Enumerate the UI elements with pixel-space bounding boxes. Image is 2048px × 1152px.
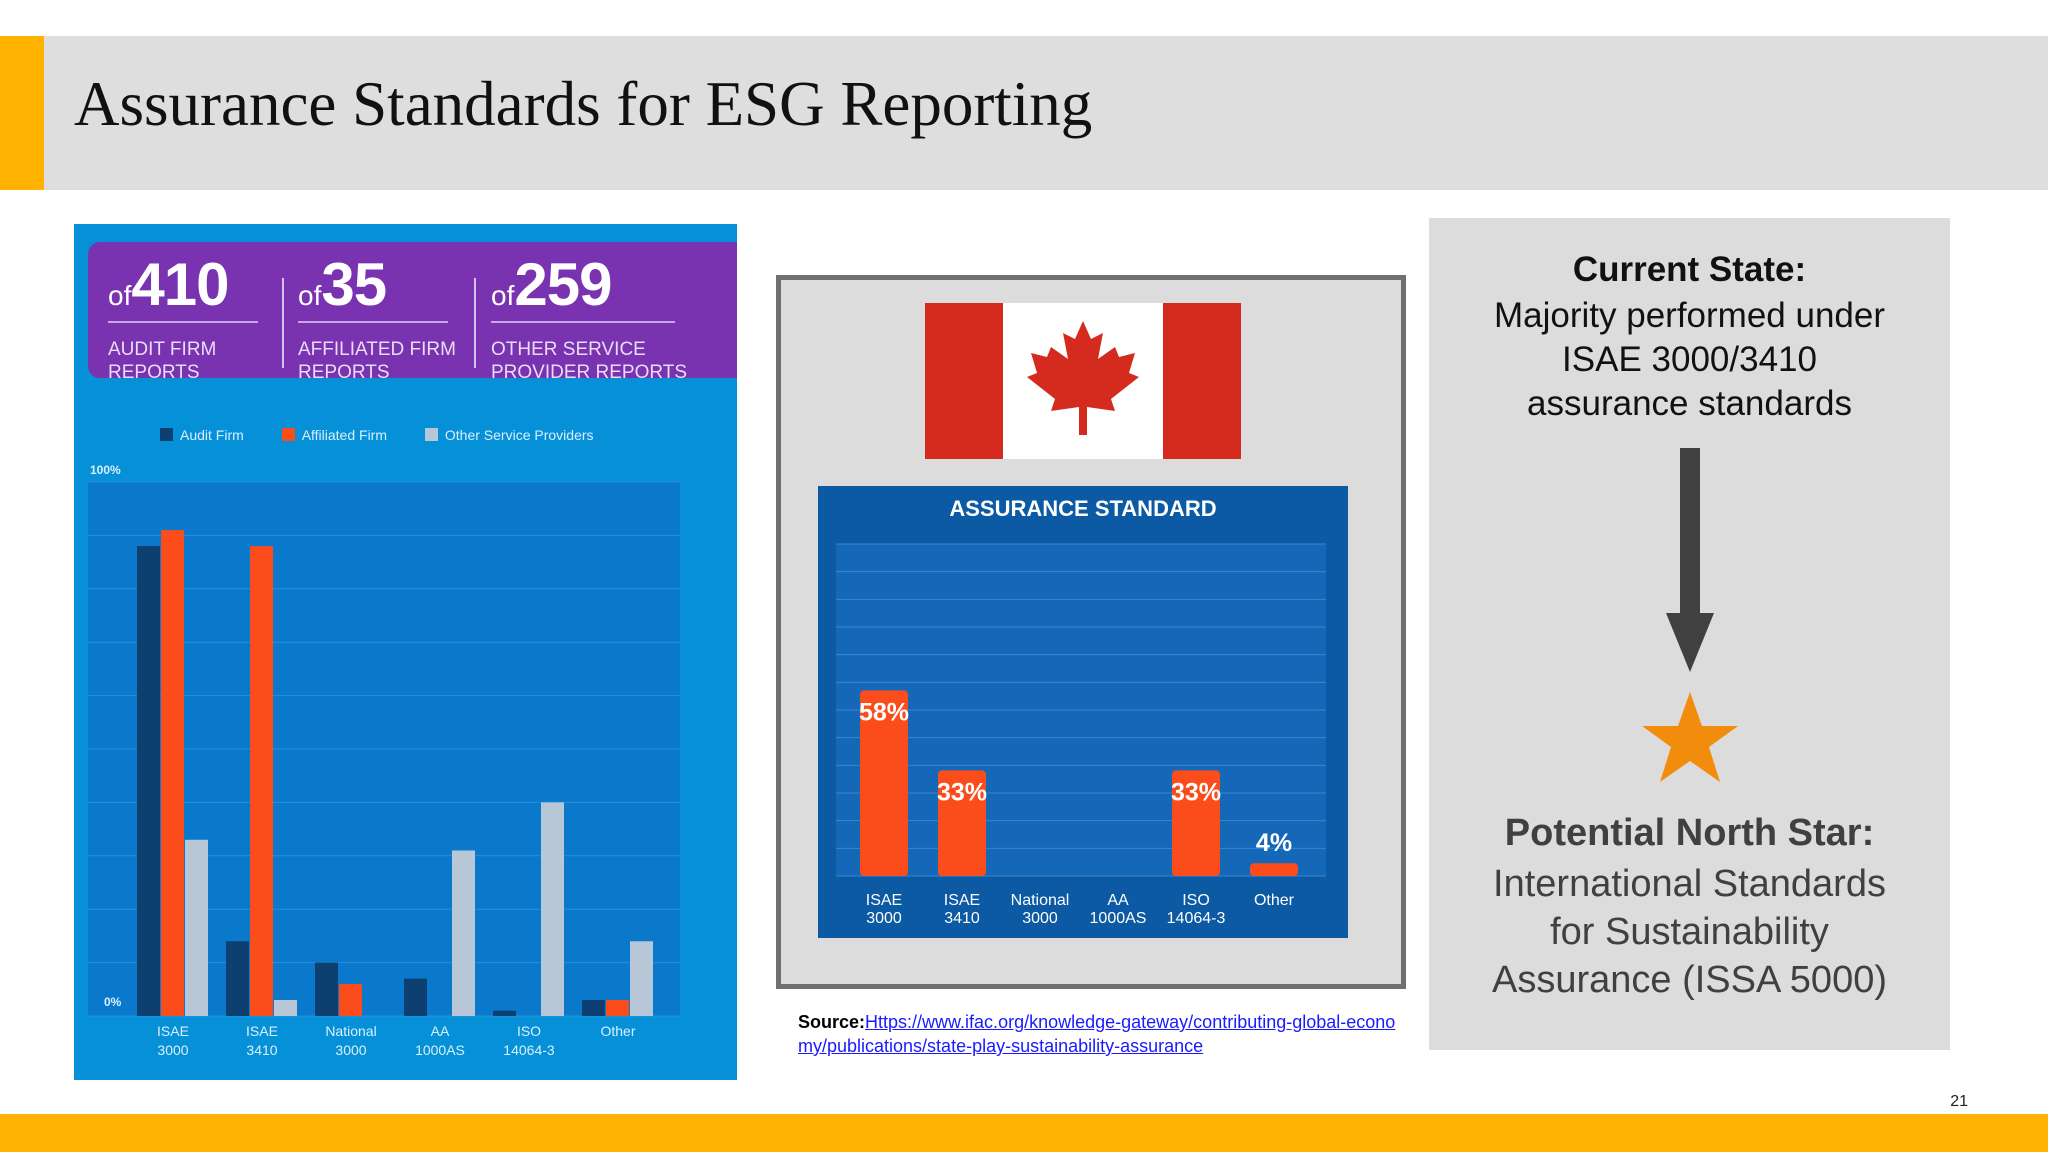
current-state-heading: Current State: bbox=[1572, 250, 1807, 289]
y-tick-label: 0% bbox=[104, 995, 122, 1009]
stat-divider bbox=[282, 278, 284, 368]
stat-divider bbox=[474, 278, 476, 368]
bar bbox=[1250, 863, 1298, 876]
grouped-bar-chart bbox=[74, 444, 737, 1080]
legend-swatch bbox=[160, 428, 173, 441]
data-label: 4% bbox=[1255, 829, 1293, 858]
x-tick-label: National 3000 bbox=[1010, 892, 1070, 927]
x-tick-label: ISO 14064-3 bbox=[1166, 892, 1226, 927]
legend-swatch bbox=[282, 428, 295, 441]
down-arrow-icon bbox=[1664, 448, 1716, 673]
x-tick-label: AA 1000AS bbox=[1089, 892, 1147, 927]
stat-value: 35 bbox=[321, 251, 387, 318]
x-tick-label: ISO 14064-3 bbox=[503, 1023, 555, 1058]
legend-item bbox=[160, 427, 244, 443]
stat-caption: AUDIT FIRM REPORTS bbox=[108, 339, 217, 383]
stats-banner bbox=[88, 242, 737, 383]
bar-affiliated-firm bbox=[161, 530, 184, 1016]
stat-prefix: of bbox=[491, 280, 515, 311]
page-number: 21 bbox=[1950, 1093, 1968, 1110]
x-tick-label: ISAE 3000 bbox=[865, 892, 903, 927]
bottom-accent-bar bbox=[0, 1114, 2048, 1152]
x-tick-label: ISAE 3410 bbox=[943, 892, 981, 927]
x-tick-label: ISAE 3000 bbox=[157, 1023, 189, 1058]
source-citation bbox=[798, 1010, 1398, 1058]
slide-title: Assurance Standards for ESG Reporting bbox=[74, 69, 1093, 139]
stat-value: 259 bbox=[514, 251, 612, 318]
canada-flag-icon bbox=[925, 303, 1241, 459]
data-label: 33% bbox=[936, 778, 988, 807]
stat-caption: AFFILIATED FIRM REPORTS bbox=[298, 339, 456, 383]
source-link[interactable]: Https://www.ifac.org/knowledge-gateway/contributing-global-economy/publications/state-play-sustainability-assurance bbox=[798, 1012, 1396, 1056]
bar-affiliated-firm bbox=[339, 984, 362, 1016]
title-accent-bar bbox=[0, 36, 44, 190]
x-tick-label: Other bbox=[1253, 892, 1295, 909]
data-label: 58% bbox=[858, 698, 910, 727]
bar-audit-firm bbox=[493, 1011, 516, 1016]
assurance-bar-chart bbox=[818, 486, 1348, 938]
bar-other-service-providers bbox=[185, 840, 208, 1016]
stat-value: 410 bbox=[131, 251, 229, 318]
bar-audit-firm bbox=[404, 979, 427, 1016]
stat-caption: OTHER SERVICE PROVIDER REPORTS bbox=[491, 339, 688, 383]
legend-label: Other Service Providers bbox=[444, 427, 594, 443]
bar-affiliated-firm bbox=[606, 1000, 629, 1016]
bar-affiliated-firm bbox=[250, 546, 273, 1016]
current-state-text: Majority performed under ISAE 3000/3410 assurance standards bbox=[1494, 296, 1885, 423]
data-label: 33% bbox=[1170, 778, 1222, 807]
bar-audit-firm bbox=[315, 963, 338, 1016]
stat-rule bbox=[108, 321, 258, 323]
legend-item bbox=[282, 427, 387, 443]
bar-audit-firm bbox=[582, 1000, 605, 1016]
stat-prefix: of bbox=[108, 280, 132, 311]
bar-other-service-providers bbox=[541, 802, 564, 1016]
bar-other-service-providers bbox=[452, 850, 475, 1016]
x-tick-label: ISAE 3410 bbox=[246, 1023, 278, 1058]
stat-rule bbox=[298, 321, 448, 323]
left-infographic bbox=[74, 224, 737, 1080]
stat-prefix: of bbox=[298, 280, 322, 311]
x-tick-label: National 3000 bbox=[325, 1023, 377, 1058]
legend-item bbox=[425, 427, 594, 443]
legend-label: Affiliated Firm bbox=[301, 427, 388, 443]
legend-swatch bbox=[425, 428, 438, 441]
star-icon bbox=[1640, 690, 1740, 784]
x-tick-label: Other bbox=[600, 1023, 636, 1039]
source-label: Source: bbox=[798, 1012, 866, 1032]
legend-label: Audit Firm bbox=[180, 427, 244, 443]
x-tick-label: AA 1000AS bbox=[415, 1023, 465, 1058]
y-tick-label: 100% bbox=[90, 463, 121, 477]
bar-audit-firm bbox=[137, 546, 160, 1016]
stat-rule bbox=[491, 321, 675, 323]
north-star-text: International Standards for Sustainability Assurance (ISSA 5000) bbox=[1492, 863, 1887, 1001]
north-star-heading: Potential North Star: bbox=[1504, 812, 1875, 854]
chart-title: ASSURANCE STANDARD bbox=[949, 496, 1217, 521]
bar-audit-firm bbox=[226, 941, 249, 1016]
bar-other-service-providers bbox=[274, 1000, 297, 1016]
bar-other-service-providers bbox=[630, 941, 653, 1016]
